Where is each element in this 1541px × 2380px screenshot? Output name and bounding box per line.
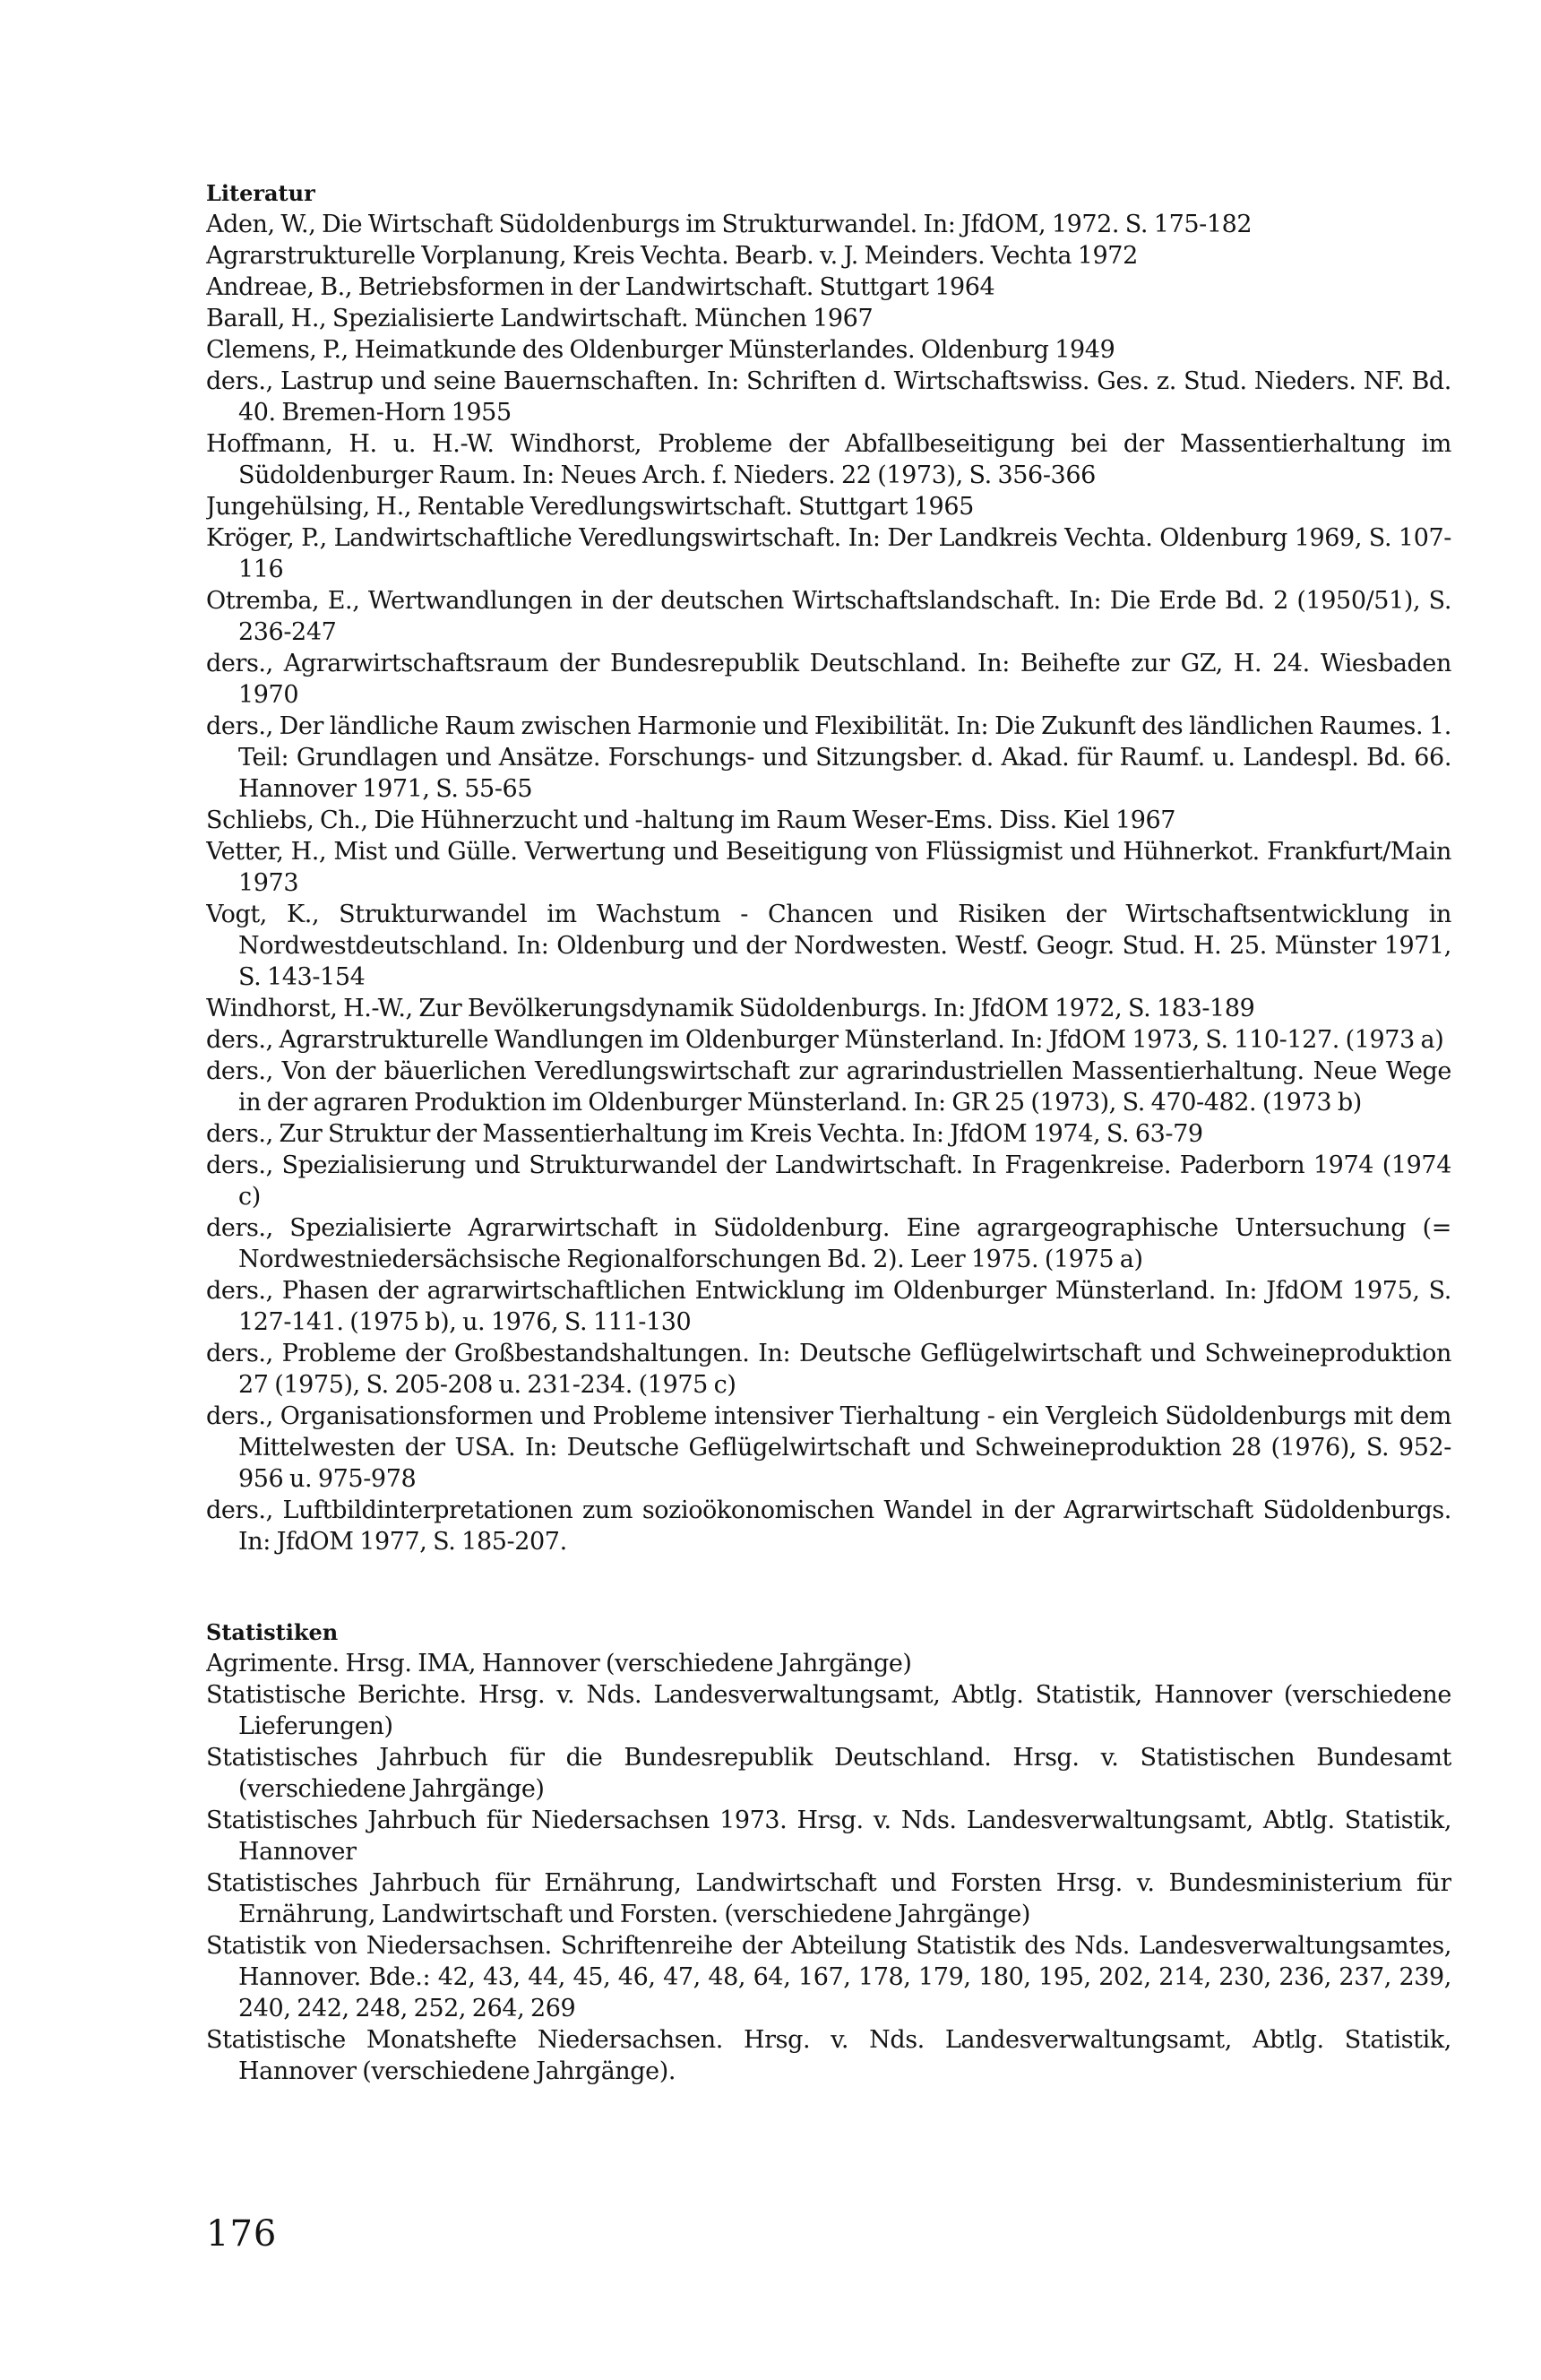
statistiken-entry: Statistische Monatshefte Niedersachsen. Hrsg. v. Nds. Landesverwaltungsamt, Abtlg. Statistik, Hannover (verschiedene Jahrgänge). <box>206 2026 1451 2085</box>
literatur-entry: Jungehülsing, H., Rentable Veredlungswirtschaft. Stuttgart 1965 <box>206 493 974 521</box>
statistiken-entry: Statistik von Niedersachsen. Schriftenreihe der Abteilung Statistik des Nds. Landesverwaltungsamtes, Hannover. Bde.: 42, 43, 44, 45, 46, 47, 48, 64, 167, 178, 179, 180, 195, 202, 214, 230, 236, 237, 239, 240, 242, 248, 252, 264, 269 <box>206 1932 1451 2022</box>
literatur-entry: Kröger, P., Landwirtschaftliche Veredlungswirtschaft. In: Der Landkreis Vechta. Oldenburg 1969, S. 107-116 <box>206 524 1451 583</box>
page-content <box>206 177 1451 2194</box>
literatur-entry: Agrarstrukturelle Vorplanung, Kreis Vechta. Bearb. v. J. Meinders. Vechta 1972 <box>206 242 1138 270</box>
literatur-entry: ders., Probleme der Großbestandshaltungen. In: Deutsche Geflügelwirtschaft und Schweineproduktion 27 (1975), S. 205-208 u. 231-234. (1975 c) <box>206 1340 1451 1399</box>
page-number: 176 <box>206 2213 278 2255</box>
literatur-entry: ders., Lastrup und seine Bauernschaften. In: Schriften d. Wirtschaftswiss. Ges. z. Stud. Nieders. NF. Bd. 40. Bremen-Horn 1955 <box>206 367 1451 427</box>
literatur-entry: Schliebs, Ch., Die Hühnerzucht und -haltung im Raum Weser-Ems. Diss. Kiel 1967 <box>206 806 1176 834</box>
literatur-entry: ders., Phasen der agrarwirtschaftlichen Entwicklung im Oldenburger Münsterland. In: JfdOM 1975, S. 127-141. (1975 b), u. 1976, S. 111-130 <box>206 1277 1451 1336</box>
statistiken-entry: Statistisches Jahrbuch für Ernährung, Landwirtschaft und Forsten Hrsg. v. Bundesministerium für Ernährung, Landwirtschaft und Forsten. (verschiedene Jahrgänge) <box>206 1869 1451 1928</box>
literatur-entry: ders., Zur Struktur der Massentierhaltung im Kreis Vechta. In: JfdOM 1974, S. 63-79 <box>206 1120 1203 1148</box>
statistiken-entry: Statistisches Jahrbuch für Niedersachsen 1973. Hrsg. v. Nds. Landesverwaltungsamt, Abtlg. Statistik, Hannover <box>206 1807 1451 1866</box>
literatur-list <box>206 209 1451 1557</box>
statistiken-entry: Agrimente. Hrsg. IMA, Hannover (verschiedene Jahrgänge) <box>206 1650 912 1677</box>
literatur-entry: Windhorst, H.-W., Zur Bevölkerungsdynamik Südoldenburgs. In: JfdOM 1972, S. 183-189 <box>206 995 1255 1022</box>
literatur-entry: Aden, W., Die Wirtschaft Südoldenburgs im Strukturwandel. In: JfdOM, 1972. S. 175-182 <box>206 211 1253 238</box>
section-spacer <box>206 1557 1451 1617</box>
literatur-entry: Hoffmann, H. u. H.-W. Windhorst, Probleme der Abfallbeseitigung bei der Massentierhaltung im Südoldenburger Raum. In: Neues Arch. f. Nieders. 22 (1973), S. 356-366 <box>206 430 1451 489</box>
literatur-entry: ders., Organisationsformen und Probleme intensiver Tierhaltung - ein Vergleich Südoldenburgs mit dem Mittelwesten der USA. In: Deutsche Geflügelwirtschaft und Schweineproduktion 28 (1976), S. 952-956 u. 975-978 <box>206 1402 1451 1493</box>
literatur-entry: Barall, H., Spezialisierte Landwirtschaft. München 1967 <box>206 305 874 332</box>
literatur-entry: Andreae, B., Betriebsformen in der Landwirtschaft. Stuttgart 1964 <box>206 273 995 301</box>
statistiken-entry: Statistisches Jahrbuch für die Bundesrepublik Deutschland. Hrsg. v. Statistischen Bundesamt (verschiedene Jahrgänge) <box>206 1744 1451 1803</box>
statistiken-list <box>206 1648 1451 2087</box>
literatur-entry: Otremba, E., Wertwandlungen in der deutschen Wirtschaftslandschaft. In: Die Erde Bd. 2 (1950/51), S. 236-247 <box>206 587 1451 646</box>
literatur-entry: ders., Spezialisierte Agrarwirtschaft in Südoldenburg. Eine agrargeographische Untersuchung (= Nordwestniedersächsische Regionalforschungen Bd. 2). Leer 1975. (1975 a) <box>206 1214 1451 1273</box>
statistiken-entry: Statistische Berichte. Hrsg. v. Nds. Landesverwaltungsamt, Abtlg. Statistik, Hannover (verschiedene Lieferungen) <box>206 1681 1451 1740</box>
literatur-entry: ders., Von der bäuerlichen Veredlungswirtschaft zur agrarindustriellen Massentierhaltung. Neue Wege in der agraren Produktion im Oldenburger Münsterland. In: GR 25 (1973), S. 470-482. (1973 b) <box>206 1057 1451 1117</box>
literatur-entry: ders., Agrarstrukturelle Wandlungen im Oldenburger Münsterland. In: JfdOM 1973, S. 110-127. (1973 a) <box>206 1026 1444 1054</box>
literatur-entry: ders., Der ländliche Raum zwischen Harmonie und Flexibilität. In: Die Zukunft des ländlichen Raumes. 1. Teil: Grundlagen und Ansätze. Forschungs- und Sitzungsber. d. Akad. für Raumf. u. Landespl. Bd. 66. Hannover 1971, S. 55-65 <box>206 712 1451 803</box>
section-heading-literatur: Literatur <box>206 180 315 206</box>
literatur-entry: Vogt, K., Strukturwandel im Wachstum - Chancen und Risiken der Wirtschaftsentwicklung in Nordwestdeutschland. In: Oldenburg und der Nordwesten. Westf. Geogr. Stud. H. 25. Münster 1971, S. 143-154 <box>206 901 1451 991</box>
literatur-entry: ders., Luftbildinterpretationen zum sozioökonomischen Wandel in der Agrarwirtschaft Südoldenburgs. In: JfdOM 1977, S. 185-207. <box>206 1496 1451 1556</box>
section-heading-statistiken: Statistiken <box>206 1619 339 1645</box>
literatur-entry: Clemens, P., Heimatkunde des Oldenburger Münsterlandes. Oldenburg 1949 <box>206 336 1115 364</box>
literatur-entry: ders., Agrarwirtschaftsraum der Bundesrepublik Deutschland. In: Beihefte zur GZ, H. 24. Wiesbaden 1970 <box>206 650 1451 709</box>
literatur-entry: Vetter, H., Mist und Gülle. Verwertung und Beseitigung von Flüssigmist und Hühnerkot. Frankfurt/Main 1973 <box>206 838 1451 897</box>
literatur-entry: ders., Spezialisierung und Strukturwandel der Landwirtschaft. In Fragenkreise. Paderborn 1974 (1974 c) <box>206 1151 1451 1211</box>
